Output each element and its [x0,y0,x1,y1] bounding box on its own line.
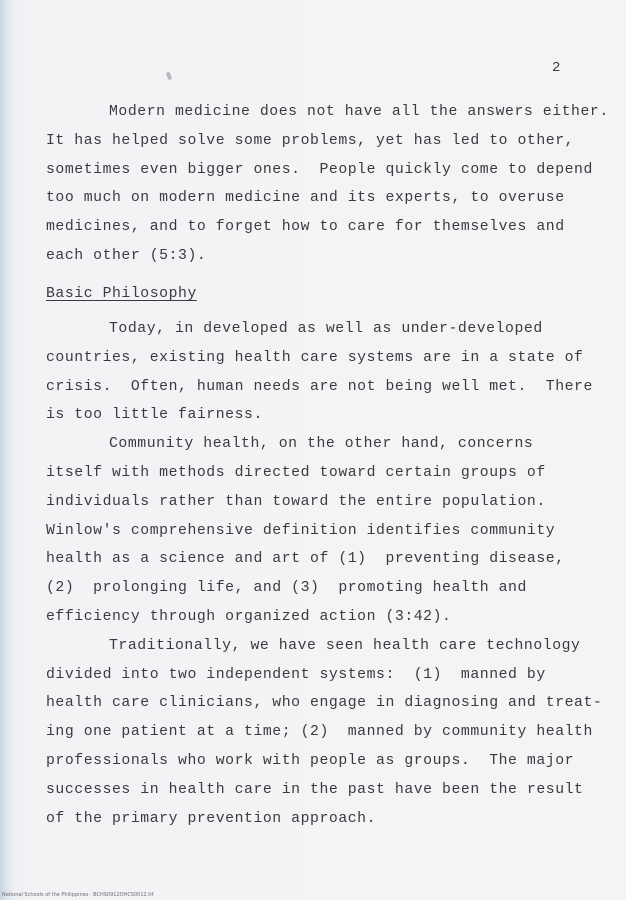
text-line: crisis. Often, human needs are not being well met. There [46,378,593,395]
text-line: professionals who work with people as groups. The major [46,752,575,769]
scan-footer: National Schools of the Philippines · BCHS0912OHCS0012.tif [2,892,154,898]
text-line: each other (5:3). [46,247,207,264]
text-line: ing one patient at a time; (2) manned by community health [46,724,593,741]
text-line: health care clinicians, who engage in diagnosing and treat- [46,695,603,712]
text-line: Traditionally, we have seen health care technology [109,637,581,654]
page-number: 2 [552,60,561,76]
text-line: successes in health care in the past have been the result [46,781,584,798]
text-line: efficiency through organized action (3:42). [46,608,452,625]
text-line: medicines, and to forget how to care for themselves and [46,219,565,236]
text-line: It has helped solve some problems, yet has led to other, [46,132,575,149]
text-line: (2) prolonging life, and (3) promoting health and [46,580,527,597]
text-line: countries, existing health care systems are in a state of [46,349,584,366]
text-line: is too little fairness. [46,407,263,424]
text-line: Community health, on the other hand, concerns [109,436,534,453]
text-line: divided into two independent systems: (1) manned by [46,666,546,683]
intro-paragraph [46,98,609,271]
text-line: Today, in developed as well as under-developed [109,321,543,337]
text-line: too much on modern medicine and its experts, to overuse [46,190,565,207]
scan-speck [166,72,172,81]
philosophy-section [46,315,606,833]
text-line: health as a science and art of (1) preventing disease, [46,551,565,568]
text-line: of the primary prevention approach. [46,810,377,827]
text-line: Modern medicine does not have all the answers either. [109,104,609,120]
text-line: Winlow's comprehensive definition identifies community [46,522,556,539]
text-line: itself with methods directed toward certain groups of [46,464,546,481]
section-heading: Basic Philosophy [46,286,197,302]
text-line: individuals rather than toward the entire population. [46,493,546,510]
text-line: sometimes even bigger ones. People quickly come to depend [46,161,593,178]
